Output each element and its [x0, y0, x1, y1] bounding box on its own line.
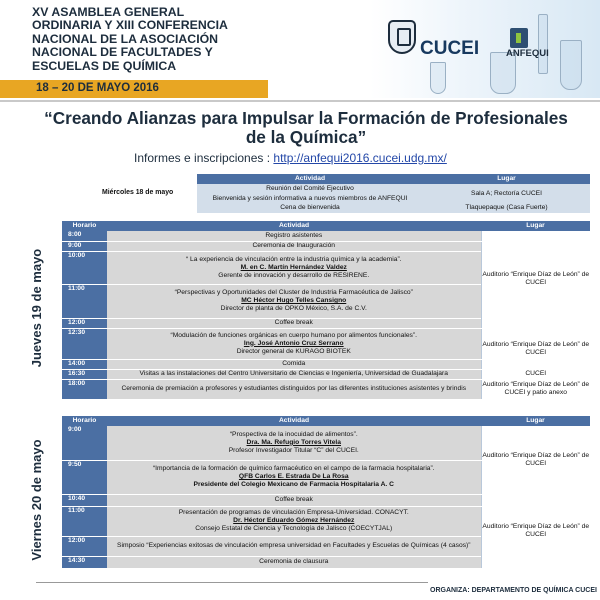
fri-activity: “Importancia de la formación de químico farmacéutico en el campo de la farmacia hospitalaria”. QFB Carlos E. Estrada De La Rosa Presidente del Colegio Mexicano de Farmacia Hospitalaria A. C — [107, 460, 481, 494]
thu-time: 8:00 — [62, 231, 107, 241]
fri-location-b: Auditorio “Enrique Díaz de León” de CUCEI — [481, 494, 590, 568]
fri-activity: Ceremonia de clausura — [107, 556, 481, 568]
thu-location-a: Auditorio “Enrique Díaz de León” de CUCEI — [481, 231, 590, 328]
fri-time: 10:40 — [62, 494, 107, 506]
wed-activity-2: Bienvenida y sesión informativa a nuevos miembros de ANFEQUI — [197, 194, 423, 204]
fri-time: 11:00 — [62, 506, 107, 536]
anfequi-logo-icon — [510, 28, 528, 48]
thu-header-time: Horario — [62, 221, 107, 231]
title-line-5: NACIONAL DE FACULTADES Y — [32, 45, 213, 60]
wed-location-1: Sala A; Rectoría CUCEI — [423, 184, 590, 203]
fri-time: 12:00 — [62, 536, 107, 556]
thu-time: 14:00 — [62, 359, 107, 369]
fri-activity: “Prospectiva de la inocuidad de alimentos”. Dra. Ma. Refugio Torres Vitela Profesor Investigador Titular “C” del CUCEI. — [107, 426, 481, 460]
thu-activity: “Perspectivas y Oportunidades del Cluster de Industria Farmacéutica de Jalisco” MC Héctor Hugo Telles Cansigno Director de planta de OPKO México, S.A. de C.V. — [107, 284, 481, 318]
thu-header-location: Lugar — [481, 221, 590, 231]
speaker-name: MC Héctor Hugo Telles Cansigno — [241, 297, 347, 304]
thu-activity: Ceremonia de Inauguración — [107, 241, 481, 251]
university-seal-icon — [388, 20, 416, 54]
slogan: “Creando Alianzas para Impulsar la Formación de Profesionales de la Química” — [44, 108, 568, 147]
wed-header-location: Lugar — [423, 174, 590, 184]
speaker-name: Ing. José Antonio Cruz Serrano — [243, 339, 344, 347]
fri-time: 9:50 — [62, 460, 107, 494]
thu-time: 10:00 — [62, 251, 107, 284]
speaker-name: M. en C. Martín Hernández Valdez — [240, 263, 347, 271]
fri-header-time: Horario — [62, 416, 107, 426]
info-line — [134, 151, 447, 165]
speaker-name: Dra. Ma. Refugio Torres Vitela — [246, 438, 341, 446]
thu-activity: “ La experiencia de vinculación entre la industria química y la academia”. M. en C. Martín Hernández Valdez Gerente de innovación y desarrollo de RESIRENE. — [107, 251, 481, 284]
thu-time: 9:00 — [62, 241, 107, 251]
title-roman-1: XV — [32, 5, 49, 19]
thursday-table — [62, 221, 590, 400]
info-link[interactable]: http://anfequi2016.cucei.udg.mx/ — [273, 151, 447, 165]
title-line-3: CONFERENCIA — [137, 18, 228, 33]
speaker-name: QFB Carlos E. Estrada De La Rosa — [238, 473, 349, 480]
thu-time: 12:30 — [62, 328, 107, 359]
title-line-6: ESCUELAS DE QUÍMICA — [32, 58, 177, 73]
title-line-1: ASAMBLEA GENERAL — [51, 5, 185, 19]
header-banner — [0, 0, 600, 98]
fri-time: 9:00 — [62, 426, 107, 460]
wednesday-table — [98, 174, 590, 213]
thu-time: 12:00 — [62, 318, 107, 328]
thu-activity: Ceremonia de premiación a profesores y estudiantes distinguidos por las diferentes instituciones asistentes y brindis — [107, 379, 481, 399]
thu-activity: Registro asistentes — [107, 231, 481, 241]
thu-header-activity: Actividad — [107, 221, 481, 231]
thu-location-c: CUCEI — [481, 369, 590, 379]
thu-location-d: Auditorio “Enrique Díaz de León” de CUCEI y patio anexo — [481, 379, 590, 399]
wed-activity-1: Reunión del Comité Ejecutivo — [197, 184, 423, 194]
fri-header-activity: Actividad — [107, 416, 481, 426]
thu-time: 11:00 — [62, 284, 107, 318]
fri-time: 14:30 — [62, 556, 107, 568]
friday-label: Viernes 20 de mayo — [29, 439, 44, 561]
event-title — [32, 6, 282, 73]
wed-activity-3: Cena de bienvenida — [197, 203, 423, 213]
footer-rule — [36, 582, 428, 583]
fri-activity: Simposio “Experiencias exitosas de vinculación empresa universidad en Facultades y Escuelas de Químicas (4 casos)” — [107, 536, 481, 556]
title-line-2: ORDINARIA Y — [32, 18, 113, 33]
wed-location-2: Tlaquepaque (Casa Fuerte) — [423, 203, 590, 213]
fri-activity: Coffee break — [107, 494, 481, 506]
thu-time: 18:00 — [62, 379, 107, 399]
cucei-logo: CUCEI — [420, 38, 480, 59]
fri-header-location: Lugar — [481, 416, 590, 426]
wednesday-label: Miércoles 18 de mayo — [98, 174, 197, 213]
wed-header-activity: Actividad — [197, 174, 423, 184]
footer-organizer: ORGANIZA: DEPARTAMENTO DE QUÍMICA CUCEI — [430, 587, 597, 594]
friday-table — [62, 416, 590, 569]
title-roman-2: XIII — [115, 18, 135, 33]
divider — [0, 100, 600, 102]
speaker-name: Dr. Héctor Eduardo Gómez Hernández — [233, 517, 355, 524]
thu-activity: “Modulación de funciones orgánicas en cuerpo humano por alimentos funcionales”. Ing. José Antonio Cruz Serrano Director general de KURAGO BIOTEK — [107, 328, 481, 359]
event-dates: 18 – 20 DE MAYO 2016 — [36, 82, 159, 94]
date-bar — [0, 80, 268, 98]
fri-activity: Presentación de programas de vinculación Empresa-Universidad. CONACYT. Dr. Héctor Eduardo Gómez Hernández Consejo Estatal de Ciencia y Tecnología de Jalisco (COECYTJAL) — [107, 506, 481, 536]
fri-location-a: Auditorio “Enrique Díaz de León” de CUCEI — [481, 426, 590, 494]
thu-activity: Comida — [107, 359, 481, 369]
thu-location-b: Auditorio “Enrique Díaz de León” de CUCEI — [481, 328, 590, 369]
thursday-label: Jueves 19 de mayo — [29, 248, 44, 368]
thu-activity: Visitas a las instalaciones del Centro Universitario de Ciencias e Ingeniería, Universidad de Guadalajara — [107, 369, 481, 379]
thu-activity: Coffee break — [107, 318, 481, 328]
thu-time: 16:30 — [62, 369, 107, 379]
info-label: Informes e inscripciones : — [134, 151, 274, 165]
title-line-4: NACIONAL DE LA ASOCIACIÓN — [32, 31, 219, 46]
anfequi-logo-text: ANFEQUI — [506, 48, 549, 59]
